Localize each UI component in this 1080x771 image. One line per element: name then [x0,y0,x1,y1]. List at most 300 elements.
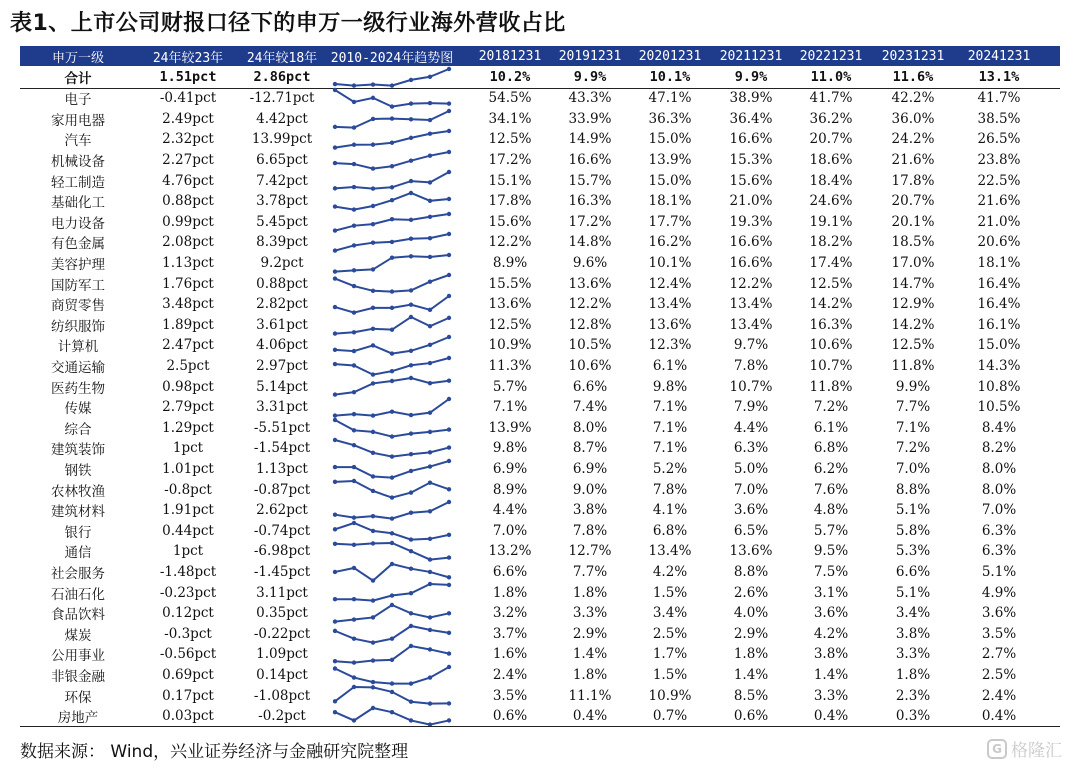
change-vs-2023: 1pct [172,440,204,457]
year-value: 10.6% [809,337,853,354]
year-value: 14.7% [891,275,935,292]
sparkline-point [371,474,375,478]
row-name: 食品饮料 [51,607,105,624]
year-value: 18.5% [891,234,935,251]
year-value: 16.3% [809,316,853,333]
year-value: 7.8% [733,358,769,375]
year-value: 7.9% [733,399,769,416]
year-value: 7.8% [652,481,688,498]
year-value: 4.4% [492,502,528,519]
header-row [20,46,1060,66]
sparkline-point [390,710,394,714]
year-value: 4.2% [813,625,849,642]
sparkline-point [447,652,451,656]
sparkline-point [428,308,432,312]
sparkline-point [333,305,337,309]
year-value: 3.3% [895,646,931,663]
year-value: 42.2% [891,90,935,107]
year-value: 16.1% [977,316,1021,333]
sparkline-point [333,700,337,704]
year-value: 16.3% [568,193,612,210]
row-name: 通信 [64,545,92,562]
change-vs-2023: 0.88pct [162,193,214,210]
sparkline-line [335,687,449,704]
year-value: 0.7% [652,708,688,725]
sparkline-point [333,82,337,86]
sparkline-point [371,451,375,455]
year-value: 15.6% [729,172,773,189]
sparkline-point [428,199,432,203]
sparkline-point [371,615,375,619]
year-value: 15.0% [648,131,692,148]
year-value: 10.9% [488,337,532,354]
sparkline-point [409,644,413,648]
sparkline-point [447,459,451,463]
year-value: 5.3% [895,543,931,560]
trend-sparkline [332,67,452,88]
sparkline-point [352,675,356,679]
year-value: 1.4% [733,667,769,684]
year-value: 6.1% [652,358,688,375]
year-value: 3.4% [652,605,688,622]
year-value: 14.9% [568,131,612,148]
year-value: 3.6% [981,605,1017,622]
sparkline-point [447,232,451,236]
year-value: 12.2% [729,275,773,292]
sparkline-point [390,198,394,202]
sparkline-point [447,170,451,174]
sparkline-point [390,690,394,694]
year-value: 10.5% [977,399,1021,416]
year-value: 7.0% [492,522,528,539]
year-value: 6.8% [813,440,849,457]
column-header: 20241231 [967,48,1031,64]
year-value: 9.5% [813,543,849,560]
year-value: 21.0% [729,193,773,210]
year-value: 6.9% [572,461,608,478]
change-vs-2023: 1.29pct [162,419,214,436]
sparkline-point [428,429,432,433]
row-name: 计算机 [57,339,99,356]
column-header: 20211231 [719,48,783,64]
sparkline-point [390,594,394,598]
year-value: 8.5% [733,687,769,704]
year-value: 15.3% [729,152,773,169]
year-value: 13.6% [648,316,692,333]
year-value: 17.2% [488,152,532,169]
sparkline-point [409,700,413,704]
sparkline-point [352,349,356,353]
sparkline-point [428,280,432,284]
change-vs-2023: 2.27pct [162,152,214,169]
sparkline-point [428,481,432,485]
sparkline-line [335,667,449,684]
change-vs-2018: -1.08pct [253,687,311,704]
sparkline-point [352,162,356,166]
sparkline-point [352,390,356,394]
year-value: 0.6% [733,708,769,725]
table-row [20,212,1060,233]
sparkline-point [371,514,375,518]
sparkline-point [447,665,451,669]
year-value: 1.8% [733,646,769,663]
trend-sparkline [332,624,452,645]
sparkline-point [390,116,394,120]
sparkline-point [333,204,337,208]
change-vs-2023: 1.91pct [162,502,214,519]
year-value: 18.4% [809,172,853,189]
table-row [20,459,1060,480]
year-value: 8.7% [572,440,608,457]
sparkline-point [333,124,337,128]
sparkline-point [447,397,451,401]
year-value: 11.8% [891,358,935,375]
trend-sparkline [332,253,452,274]
sparkline-point [428,324,432,328]
sparkline-point [428,536,432,540]
year-value: 5.0% [733,461,769,478]
year-value: 13.9% [648,152,692,169]
change-vs-2023: 0.69pct [162,667,214,684]
sparkline-point [352,223,356,227]
year-value: 14.2% [809,296,853,313]
table-row [20,150,1060,171]
change-vs-2023: -1.48pct [159,564,217,581]
year-value: 10.1% [649,69,691,86]
trend-sparkline [332,232,452,253]
sparkline-point [428,75,432,79]
year-value: 11.3% [488,358,532,375]
trend-sparkline [332,397,452,418]
change-vs-2023: -0.3pct [164,625,212,642]
sparkline-point [371,541,375,545]
sparkline-point [409,191,413,195]
year-value: 10.7% [729,378,773,395]
year-value: 8.0% [981,481,1017,498]
year-value: 13.6% [568,275,612,292]
change-vs-2018: 5.14pct [256,378,308,395]
year-value: 16.6% [729,255,773,272]
year-value: 11.0% [810,69,852,86]
year-value: 6.1% [813,419,849,436]
change-vs-2023: -0.41pct [159,90,217,107]
year-value: 15.1% [488,172,532,189]
year-value: 1.8% [572,584,608,601]
year-value: 4.1% [652,502,688,519]
year-value: 24.6% [809,193,853,210]
year-value: 17.8% [891,172,935,189]
sparkline-point [409,136,413,140]
trend-sparkline [332,150,452,171]
year-value: 3.5% [492,687,528,704]
row-name: 医药生物 [51,380,105,397]
year-value: 1.5% [652,584,688,601]
sparkline-point [333,480,337,484]
year-value: 12.8% [568,316,612,333]
year-value: 14.3% [977,358,1021,375]
sparkline-point [409,591,413,595]
sparkline-point [447,532,451,536]
sparkline-point [409,314,413,318]
change-vs-2018: 0.88pct [256,275,308,292]
sparkline-point [409,431,413,435]
year-value: 7.1% [492,399,528,416]
change-vs-2018: -0.87pct [253,481,311,498]
sparkline-point [352,718,356,722]
year-value: 17.8% [488,193,532,210]
table-row [20,521,1060,542]
sparkline-point [390,636,394,640]
year-value: 9.6% [572,255,608,272]
year-value: 15.7% [568,172,612,189]
year-value: 54.5% [488,90,532,107]
year-value: 21.6% [891,152,935,169]
sparkline-point [447,129,451,133]
sparkline-point [371,241,375,245]
change-vs-2023: 0.44pct [162,522,214,539]
sparkline-point [333,666,337,670]
year-value: 3.1% [813,584,849,601]
change-vs-2023: 2.32pct [162,131,214,148]
change-vs-2018: -0.74pct [253,522,311,539]
sparkline-point [409,623,413,627]
year-value: 7.1% [652,440,688,457]
change-vs-2023: 0.17pct [162,687,214,704]
table-row [20,273,1060,294]
year-value: 1.5% [652,667,688,684]
year-value: 9.8% [492,440,528,457]
year-value: 8.8% [733,564,769,581]
row-name: 合计 [64,71,92,88]
year-value: 12.5% [891,337,935,354]
year-value: 6.2% [813,461,849,478]
row-name: 基础化工 [51,195,105,212]
sparkline-point [447,446,451,450]
change-vs-2018: 8.39pct [256,234,308,251]
sparkline-point [371,143,375,147]
change-vs-2023: -0.23pct [159,584,217,601]
sparkline-point [352,685,356,689]
sparkline-point [428,570,432,574]
year-value: 0.4% [572,708,608,725]
column-header: 24年较23年 [152,50,224,66]
year-value: 2.4% [981,687,1017,704]
sparkline-point [333,465,337,469]
sparkline-point [447,335,451,339]
year-value: 34.1% [488,110,532,127]
year-value: 8.9% [492,481,528,498]
change-vs-2023: 0.12pct [162,605,214,622]
year-value: 10.1% [648,255,692,272]
watermark [987,736,1062,761]
change-vs-2018: 1.13pct [256,461,308,478]
sparkline-point [333,628,337,632]
sparkline-point [352,428,356,432]
trend-sparkline [332,335,452,356]
row-name: 美容护理 [51,257,105,274]
year-value: 10.8% [977,378,1021,395]
column-header: 20201231 [638,48,702,64]
sparkline-point [371,96,375,100]
sparkline-point [447,630,451,634]
sparkline-point [428,410,432,414]
year-value: 0.4% [981,708,1017,725]
year-value: 0.3% [895,708,931,725]
sparkline-point [371,116,375,120]
year-value: 7.0% [895,461,931,478]
sparkline-point [428,627,432,631]
row-name: 机械设备 [51,154,105,171]
change-vs-2023: 1.76pct [162,275,214,292]
year-value: 12.5% [809,275,853,292]
year-value: 6.6% [572,378,608,395]
year-value: 13.9% [488,419,532,436]
year-value: 18.6% [809,152,853,169]
trend-sparkline [332,706,452,727]
sparkline-point [428,117,432,121]
sparkline-point [333,348,337,352]
sparkline-point [409,376,413,380]
year-value: 43.3% [568,90,612,107]
sparkline-point [428,101,432,105]
row-name: 银行 [64,524,92,541]
year-value: 3.3% [813,687,849,704]
year-value: 36.2% [809,110,853,127]
year-value: 7.1% [652,419,688,436]
sparkline-point [371,429,375,433]
year-value: 2.3% [895,687,931,704]
sparkline-point [371,267,375,271]
year-value: 47.1% [648,90,692,107]
sparkline-point [352,515,356,519]
sparkline-point [447,583,451,587]
year-value: 7.7% [572,564,608,581]
sparkline-point [371,222,375,226]
sparkline-point [390,409,394,413]
change-vs-2018: 2.97pct [256,358,308,375]
year-value: 1.4% [813,667,849,684]
trend-sparkline [332,644,452,665]
sparkline-point [352,443,356,447]
sparkline-point [409,491,413,495]
year-value: 0.6% [492,708,528,725]
year-value: 3.7% [492,625,528,642]
sparkline-point [371,706,375,710]
year-value: 10.7% [809,358,853,375]
year-value: 7.7% [895,399,931,416]
sparkline-point [428,343,432,347]
row-name: 汽车 [64,133,92,150]
change-vs-2023: 1.01pct [162,461,214,478]
change-vs-2018: 0.14pct [256,667,308,684]
trend-sparkline [332,541,452,562]
sparkline-point [371,343,375,347]
sparkline-point [447,108,451,112]
trend-sparkline [332,129,452,150]
trend-sparkline [332,191,452,212]
year-value: 15.6% [488,213,532,230]
table-row [20,706,1060,727]
year-value: 24.2% [891,131,935,148]
year-value: 41.7% [977,90,1021,107]
year-value: 11.1% [568,687,612,704]
year-value: 2.7% [981,646,1017,663]
year-value: 13.4% [729,296,773,313]
sparkline-point [371,686,375,690]
sparkline-point [409,549,413,553]
sparkline-line [335,440,449,457]
year-value: 10.2% [489,69,531,86]
year-value: 3.2% [492,605,528,622]
year-value: 14.8% [568,234,612,251]
year-value: 12.7% [568,543,612,560]
trend-sparkline [332,315,452,336]
table-row [20,500,1060,521]
year-value: 5.8% [895,522,931,539]
year-value: 6.3% [733,440,769,457]
sparkline-point [409,718,413,722]
year-value: 1.8% [895,667,931,684]
sparkline-point [428,675,432,679]
sparkline-point [428,615,432,619]
trend-sparkline [332,521,452,542]
sparkline-line [335,275,449,292]
sparkline-point [333,438,337,442]
sparkline-point [447,718,451,722]
change-vs-2023: 1.51pct [159,69,217,86]
column-header: 20221231 [799,48,863,64]
sparkline-point [371,382,375,386]
year-value: 12.4% [648,275,692,292]
sparkline-point [428,255,432,259]
year-value: 9.8% [652,378,688,395]
sparkline-point [371,489,375,493]
year-value: 41.7% [809,90,853,107]
sparkline-point [409,511,413,515]
sparkline-point [333,542,337,546]
sparkline-point [447,67,451,71]
change-vs-2023: 2.5pct [166,358,210,375]
sparkline-point [409,349,413,353]
year-value: 26.5% [977,131,1021,148]
year-value: 12.2% [488,234,532,251]
trend-sparkline [332,479,452,500]
year-value: 36.3% [648,110,692,127]
year-value: 15.5% [488,275,532,292]
table-row [20,315,1060,336]
change-vs-2018: -1.54pct [253,440,311,457]
row-name: 石油石化 [51,586,105,603]
row-name: 房地产 [57,710,99,727]
trend-sparkline [332,109,452,130]
sparkline-point [409,179,413,183]
column-header: 20191231 [558,48,622,64]
column-header: 20181231 [478,48,542,64]
table-row [20,109,1060,130]
sparkline-point [428,214,432,218]
year-value: 7.1% [895,419,931,436]
year-value: 7.2% [895,440,931,457]
year-value: 16.2% [648,234,692,251]
sparkline-point [447,611,451,615]
sparkline-point [447,150,451,154]
table-row [20,624,1060,645]
trend-sparkline [332,212,452,233]
year-value: 6.6% [895,564,931,581]
table-row [20,376,1060,397]
sparkline-point [352,636,356,640]
table-row [20,232,1060,253]
